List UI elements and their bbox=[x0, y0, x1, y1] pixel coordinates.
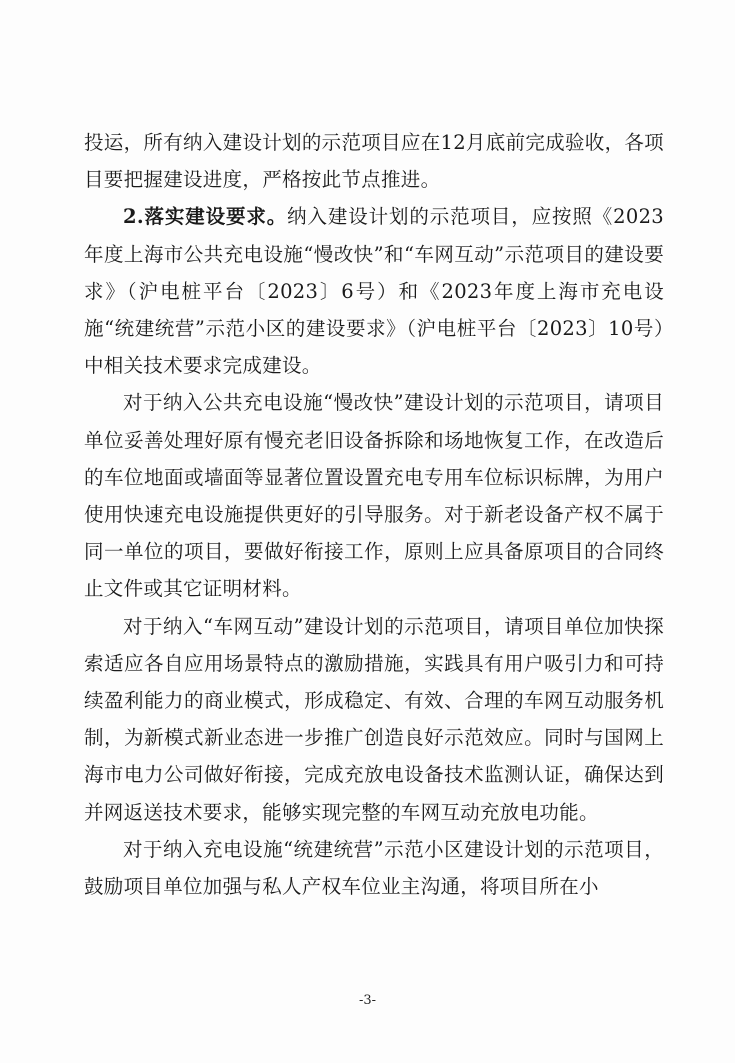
paragraph-text: 对于纳入公共充电设施“慢改快”建设计划的示范项目，请项目单位妥善处理好原有慢充老旧设备拆除和场地恢复工作，在改造后的车位地面或墙面等显著位置设置充电专用车位标识标牌，为用户使用快速充电设施提供更好的引导服务。对于新老设备产权不属于同一单位的项目，要做好衔接工作，原则上应具备原项目的合同终止文件或其它证明材料。 bbox=[84, 391, 664, 601]
paragraph-text: 纳入建设计划的示范项目，应按照《2023年度上海市公共充电设施“慢改快”和“车网互动”示范项目的建设要求》（沪电桩平台〔2023〕6号）和《2023年度上海市充电设施“统建统营”示范小区的建设要求》（沪电桩平台〔2023〕10号）中相关技术要求完成建设。 bbox=[84, 205, 664, 378]
paragraph-construction-requirements bbox=[84, 198, 664, 384]
paragraph-continuation bbox=[84, 124, 664, 198]
page-number: -3- bbox=[358, 993, 377, 1008]
paragraph-text: 对于纳入充电设施“统建统营”示范小区建设计划的示范项目，鼓励项目单位加强与私人产权车位业主沟通，将项目所在小 bbox=[84, 837, 664, 899]
paragraph-vehicle-grid bbox=[84, 608, 664, 831]
paragraph-text: 投运，所有纳入建设计划的示范项目应在12月底前完成验收，各项目要把握建设进度，严格按此节点推进。 bbox=[84, 131, 664, 192]
document-body bbox=[84, 124, 664, 905]
paragraph-slow-to-fast bbox=[84, 384, 664, 607]
section-heading: 2.落实建设要求。 bbox=[123, 205, 288, 229]
paragraph-text: 对于纳入“车网互动”建设计划的示范项目，请项目单位加快探索适应各自应用场景特点的激励措施，实践具有用户吸引力和可持续盈利能力的商业模式，形成稳定、有效、合理的车网互动服务机制，为新模式新业态进一步推广创造良好示范效应。同时与国网上海市电力公司做好衔接，完成充放电设备技术监测认证，确保达到并网返送技术要求，能够实现完整的车网互动充放电功能。 bbox=[84, 614, 664, 824]
paragraph-unified-build bbox=[84, 831, 664, 905]
